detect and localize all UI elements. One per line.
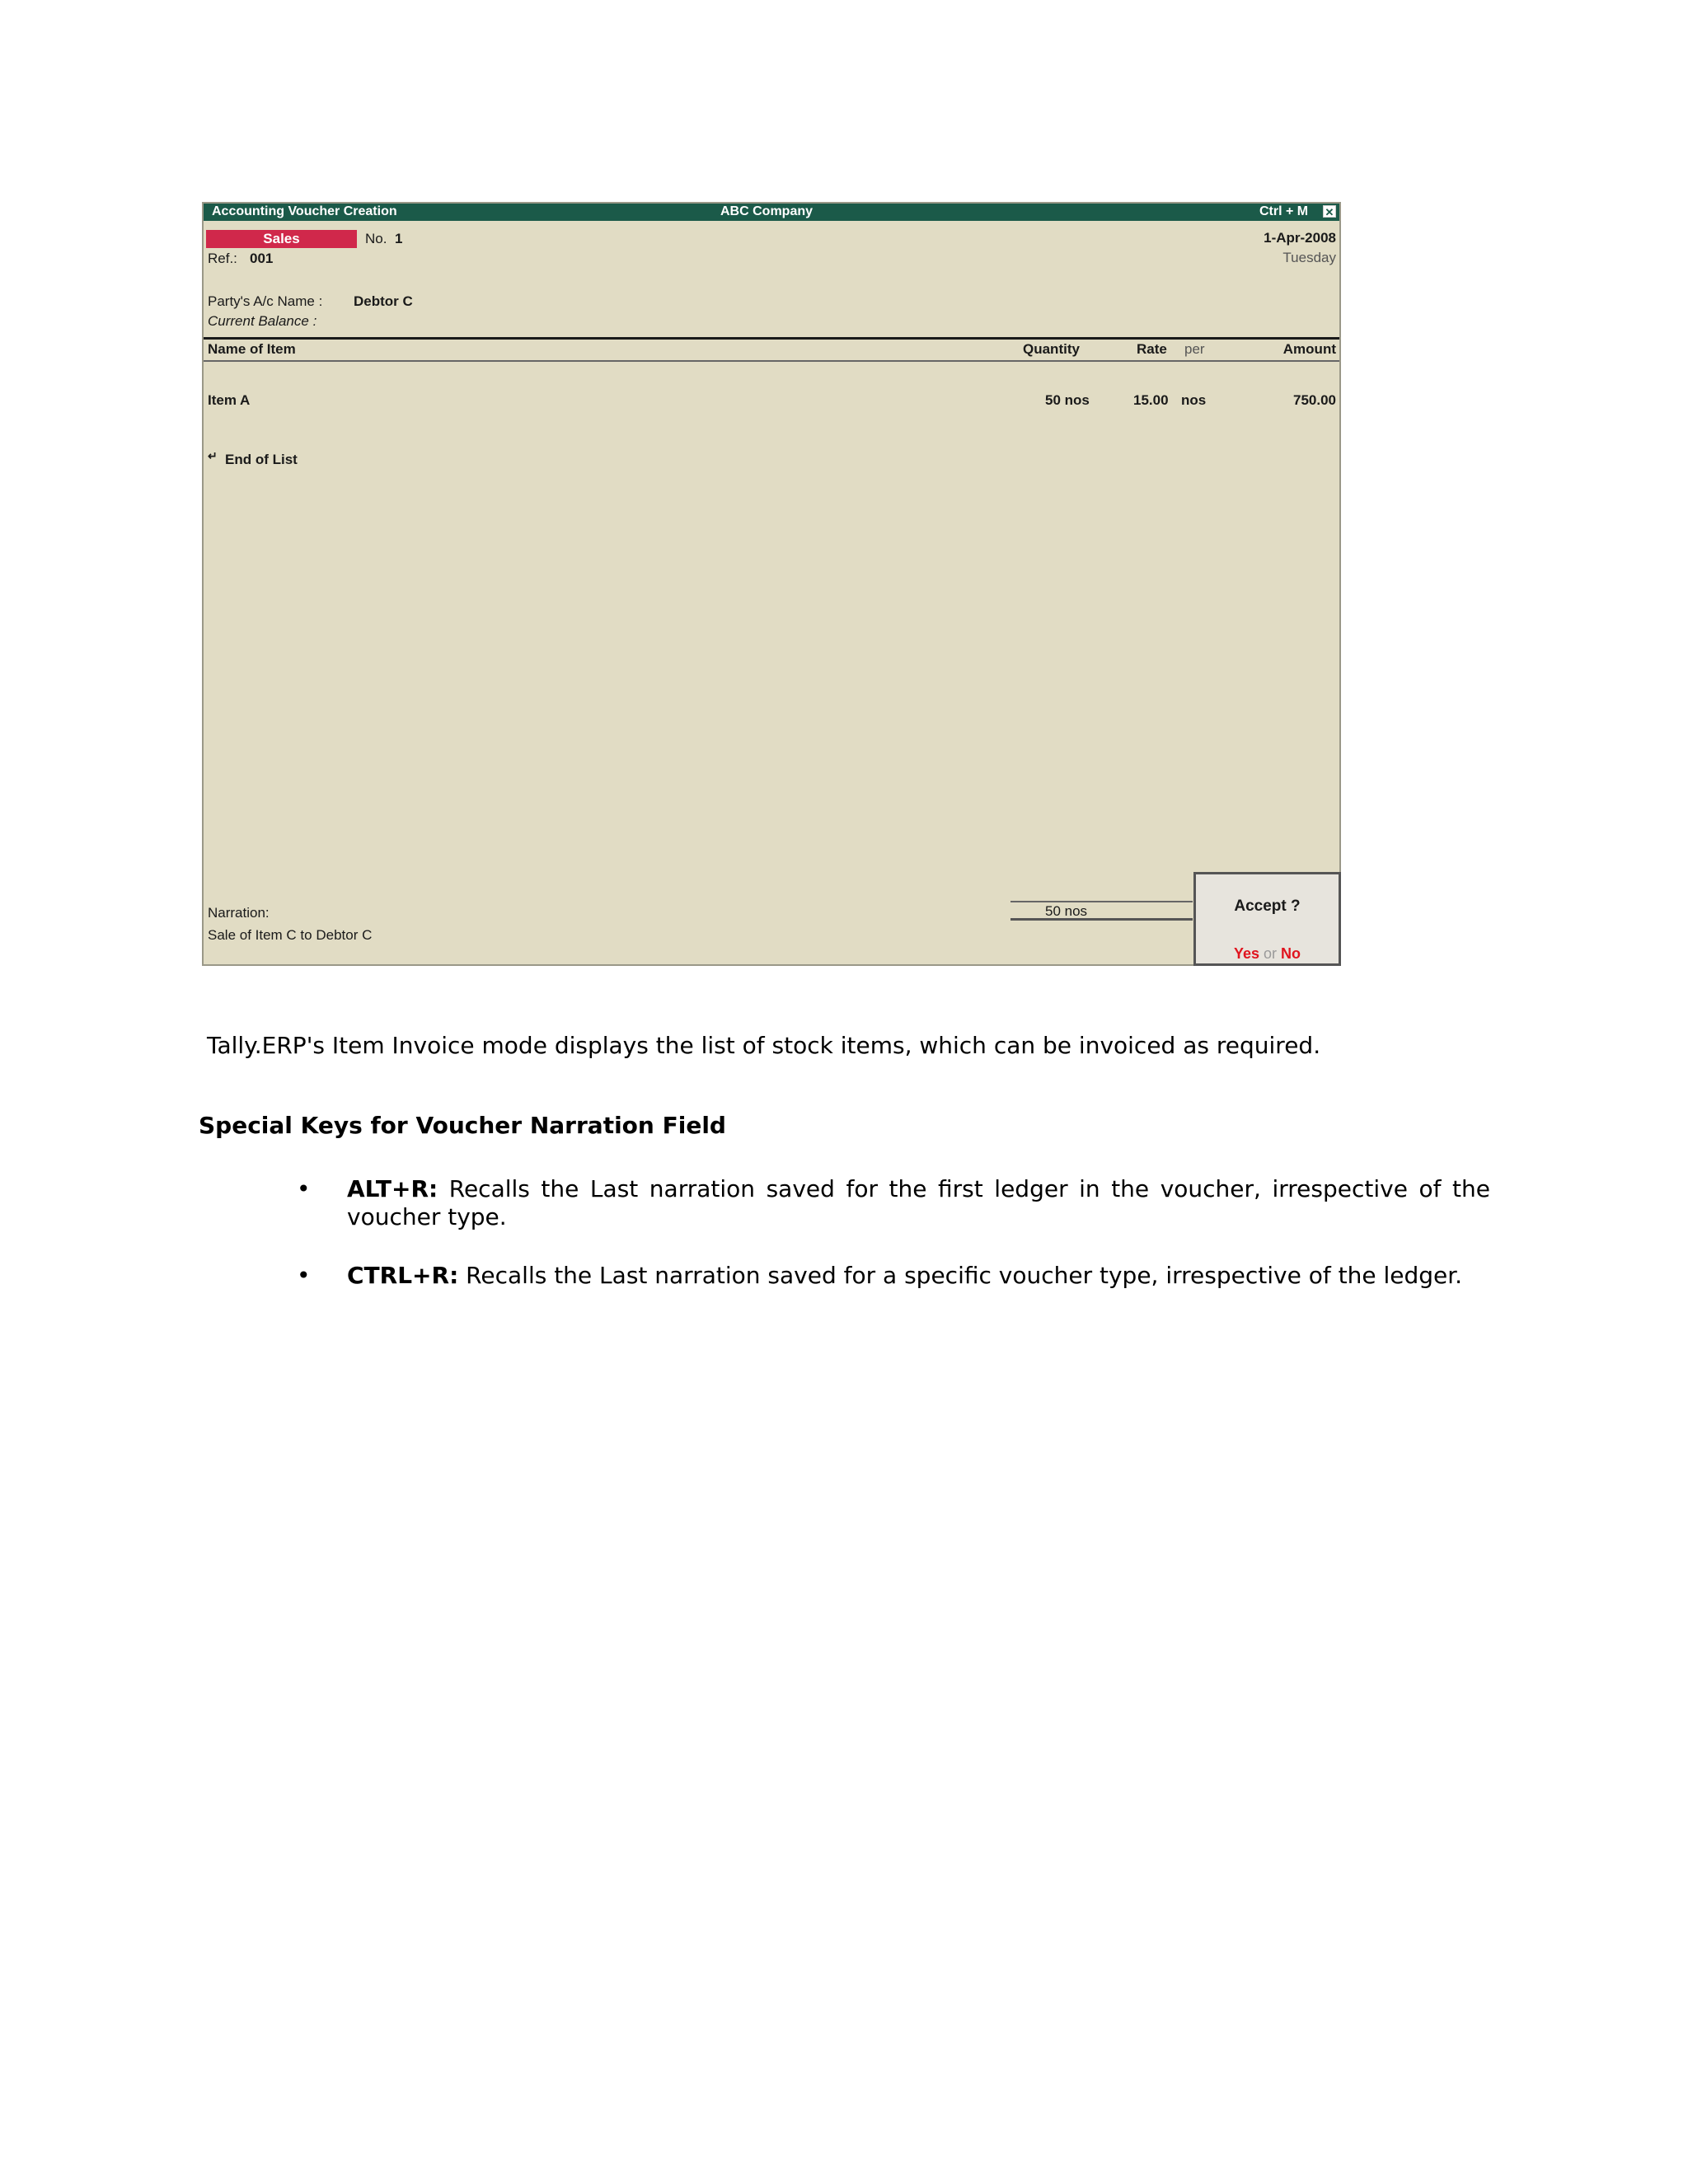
row-item-name[interactable]: Item A — [208, 392, 251, 408]
col-header-amount: Amount — [1282, 341, 1336, 357]
col-header-name: Name of Item — [208, 341, 296, 357]
window-title: Accounting Voucher Creation — [212, 204, 397, 218]
title-bar — [204, 204, 1339, 221]
voucher-date[interactable]: 1-Apr-2008 — [1264, 230, 1336, 246]
header-divider-top — [204, 337, 1339, 340]
end-of-list-icon: ↵ — [208, 449, 218, 462]
ref-label: Ref.: — [208, 251, 237, 266]
end-of-list-item[interactable]: End of List — [225, 452, 298, 467]
bullet-key: ALT+R: — [347, 1175, 438, 1202]
col-header-per: per — [1184, 341, 1205, 357]
or-label: or — [1264, 945, 1278, 962]
bullet-text — [347, 1175, 1490, 1231]
accept-question: Accept ? — [1234, 898, 1301, 915]
narration-label: Narration: — [208, 905, 270, 921]
accept-choices — [1196, 945, 1339, 963]
close-icon[interactable]: ✕ — [1323, 205, 1336, 218]
col-header-rate: Rate — [1137, 341, 1167, 357]
total-quantity-field — [1010, 901, 1193, 921]
bullet-desc: Recalls the Last narration saved for the first ledger in the voucher, irrespective of the voucher type. — [347, 1175, 1490, 1230]
header-divider-bottom — [204, 360, 1339, 362]
bullet-desc: Recalls the Last narration saved for a specific voucher type, irrespective of the ledger. — [458, 1262, 1463, 1289]
narration-text[interactable]: Sale of Item C to Debtor C — [208, 927, 373, 943]
ref-value[interactable]: 001 — [250, 251, 274, 266]
company-name: ABC Company — [720, 204, 814, 218]
voucher-no-label: No. — [365, 231, 387, 246]
accept-dialog — [1193, 872, 1341, 966]
voucher-type-label[interactable]: Sales — [206, 230, 357, 248]
shortcut-label: Ctrl + M — [1259, 204, 1309, 218]
bullet-text — [347, 1262, 1501, 1290]
no-button[interactable]: No — [1281, 945, 1301, 962]
yes-button[interactable]: Yes — [1233, 945, 1259, 962]
figure-caption: Tally.ERP's Item Invoice mode displays the list of stock items, which can be invoiced as required. — [207, 1032, 1321, 1059]
section-heading: Special Keys for Voucher Narration Field — [199, 1112, 726, 1139]
party-value[interactable]: Debtor C — [354, 293, 413, 309]
bullet-key: CTRL+R: — [347, 1262, 459, 1289]
row-amount[interactable]: 750.00 — [1293, 392, 1336, 408]
row-rate[interactable]: 15.00 — [1133, 392, 1169, 408]
col-header-quantity: Quantity — [1023, 341, 1080, 357]
voucher-day: Tuesday — [1282, 250, 1336, 265]
bullet-icon: • — [297, 1262, 311, 1289]
current-balance-label: Current Balance : — [208, 313, 317, 329]
party-label: Party's A/c Name : — [208, 293, 323, 309]
row-per[interactable]: nos — [1181, 392, 1207, 408]
bullet-icon: • — [297, 1175, 311, 1202]
tally-voucher-window — [202, 202, 1341, 966]
total-quantity-value: 50 nos — [1045, 903, 1088, 919]
row-quantity[interactable]: 50 nos — [1045, 392, 1090, 408]
voucher-no-value[interactable]: 1 — [395, 231, 403, 246]
